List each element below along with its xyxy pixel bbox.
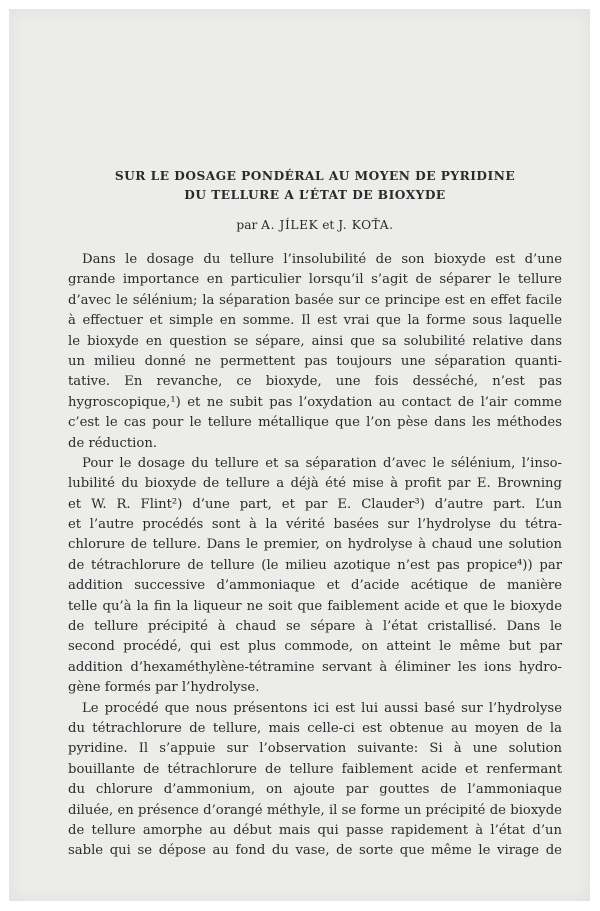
byline-et: et bbox=[322, 218, 335, 232]
article bbox=[68, 167, 562, 862]
text-line: c’est le cas pour le tellure métallique que l’on pèse dans les méthodes bbox=[68, 415, 562, 431]
text-line: pyridine. Il s’appuie sur l’observation suivante: Si à une solution bbox=[68, 741, 562, 757]
text-line: diluée, en présence d’orangé méthyle, il se forme un précipité de bioxyde bbox=[68, 802, 562, 818]
text-line: addition successive d’ammoniaque et d’acide acétique de manière bbox=[68, 578, 562, 594]
text-line: le bioxyde en question se sépare, ainsi que sa solubilité relative dans bbox=[68, 333, 562, 349]
page-sheet bbox=[9, 9, 590, 901]
text-line: d’avec le sélénium; la séparation basée sur ce principe est en effet facile bbox=[68, 292, 562, 308]
paragraph bbox=[68, 250, 562, 454]
text-line: Le procédé que nous présentons ici est lui aussi basé sur l’hydrolyse bbox=[82, 700, 562, 716]
paragraph bbox=[68, 699, 562, 862]
author-name: J. KOŤA. bbox=[338, 218, 394, 232]
text-line: second procédé, qui est plus commode, on atteint le même but par bbox=[68, 639, 562, 655]
text-line: hygroscopique,¹) et ne subit pas l’oxydation au contact de l’air comme bbox=[68, 394, 562, 410]
title-line-1: SUR LE DOSAGE PONDÉRAL AU MOYEN DE PYRIDINE bbox=[114, 169, 516, 183]
article-body bbox=[68, 250, 562, 862]
text-line: à effectuer et simple en somme. Il est vrai que la forme sous laquelle bbox=[68, 313, 562, 329]
byline bbox=[68, 217, 562, 233]
text-line: lubilité du bioxyde de tellure a déjà été mise à profit par E. Browning bbox=[68, 476, 562, 492]
title-line-2: DU TELLURE A L’ÉTAT DE BIOXYDE bbox=[184, 188, 446, 202]
text-line: chlorure de tellure. Dans le premier, on hydrolyse à chaud une solution bbox=[68, 537, 562, 553]
byline-par: par bbox=[236, 218, 258, 232]
paragraph bbox=[68, 454, 562, 699]
text-line: Dans le dosage du tellure l’insolubilité de son bioxyde est d’une bbox=[82, 252, 562, 267]
text-line: Pour le dosage du tellure et sa séparation d’avec le sélénium, l’inso- bbox=[82, 455, 562, 471]
text-line: et W. R. Flint²) d’une part, et par E. Clauder³) d’autre part. L’un bbox=[68, 496, 562, 512]
text-line: un milieu donné ne permettent pas toujours une séparation quanti- bbox=[68, 353, 562, 369]
text-line: de réduction. bbox=[68, 435, 158, 451]
text-line: de tétrachlorure de tellure (le milieu azotique n’est pas propice⁴)) par bbox=[68, 557, 562, 573]
text-line: du chlorure d’ammonium, on ajoute par gouttes de l’ammoniaque bbox=[68, 782, 562, 798]
text-line: bouillante de tétrachlorure de tellure faiblement acide et renfermant bbox=[68, 761, 562, 777]
text-line: du tétrachlorure de tellure, mais celle-ci est obtenue au moyen de la bbox=[68, 720, 562, 736]
text-line: de tellure précipité à chaud se sépare à l’état cristallisé. Dans le bbox=[68, 619, 562, 635]
text-line: et l’autre procédés sont à la vérité basées sur l’hydrolyse du tétra- bbox=[68, 517, 562, 533]
text-line: gène formés par l’hydrolyse. bbox=[68, 680, 260, 696]
text-line: tative. En revanche, ce bioxyde, une fois desséché, n’est pas bbox=[68, 374, 562, 390]
text-line: grande importance en particulier lorsqu’il s’agit de séparer le tellure bbox=[68, 272, 562, 288]
author-name: A. JÍLEK bbox=[261, 218, 319, 232]
text-line: sable qui se dépose au fond du vase, de sorte que même le virage de bbox=[68, 843, 562, 859]
text-line: addition d’hexaméthylène-tétramine servant à éliminer les ions hydro- bbox=[68, 659, 562, 675]
text-line: de tellure amorphe au début mais qui passe rapidement à l’état d’un bbox=[68, 822, 562, 838]
article-title bbox=[68, 167, 562, 205]
text-line: telle qu’à la fin la liqueur ne soit que faiblement acide et que le bioxyde bbox=[68, 598, 562, 614]
